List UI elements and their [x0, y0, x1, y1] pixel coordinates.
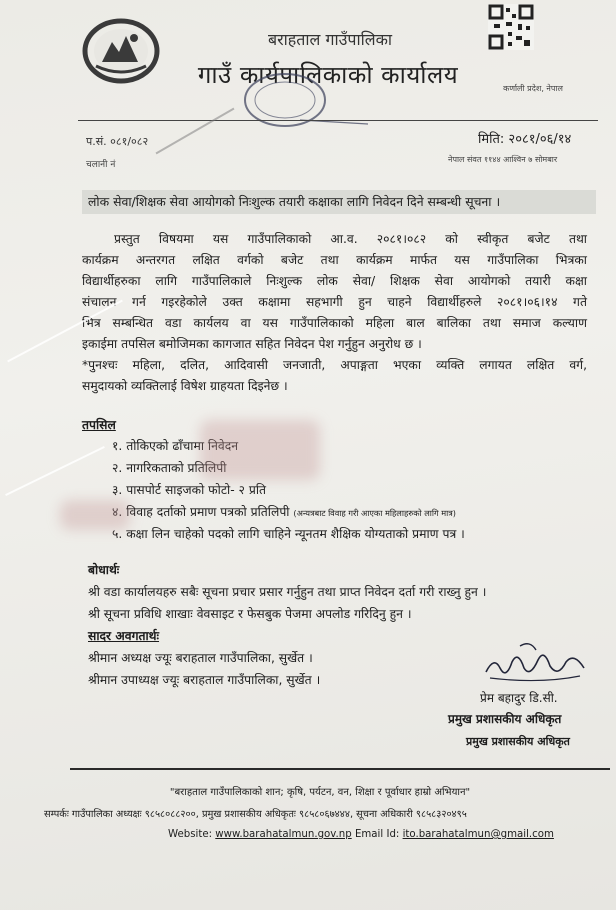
tapasil-item: १. तोकिएको ढाँचामा निवेदन [112, 439, 239, 453]
scratch-mark [5, 446, 105, 496]
email-link[interactable]: ito.barahatalmun@gmail.com [402, 829, 554, 840]
footer-web [168, 829, 554, 840]
bodhartha-line: श्री सूचना प्रविधि शाखाः वेवसाइट र फेसबुक पेजमा अपलोड गरिदिनु हुन । [88, 607, 412, 621]
tapasil-item-text: ४. विवाह दर्ताको प्रमाण पत्रको प्रतिलिपी [112, 505, 290, 519]
nepal-emblem-logo [82, 18, 160, 84]
office-title: गाउँ कार्यपालिकाको कार्यालय [197, 61, 459, 89]
header-divider [78, 120, 598, 121]
body-paragraph [82, 229, 587, 397]
ink-smudge [60, 500, 130, 530]
signatory-name: प्रेम बहादुर डि.सी. [480, 691, 558, 705]
office-stamp [240, 70, 370, 130]
body-line: प्रस्तुत विषयमा यस गाउँपालिकाको आ.व. २०८१।०८२ को स्वीकृत बजेट तथा [114, 232, 587, 246]
sadar-line: श्रीमान अध्यक्ष ज्यूः बराहताल गाउँपालिका, सुर्खेत । [88, 651, 313, 665]
body-line: भित्र सम्बन्धित वडा कार्यलय वा यस गाउँपालिकाको महिला बाल बालिका तथा समाज कल्याण [82, 316, 587, 330]
tapasil-item: ५. कक्षा लिन चाहेको पदको लागि चाहिने न्यूनतम शैक्षिक योग्यताको प्रमाण पत्र । [112, 527, 465, 541]
dispatch-number: चलानी नं [86, 160, 116, 170]
body-line: संचालन गर्न गइरहेकोले उक्त कक्षामा सहभागी हुन चाहने विद्यार्थीहरुले २०८१।०६।१४ गते [82, 295, 587, 309]
sadar-line: श्रीमान उपाध्यक्ष ज्यूः बराहताल गाउँपालिका, सुर्खेत । [88, 673, 321, 687]
bodhartha-line: श्री वडा कार्यालयहरु सबैः सूचना प्रचार प्रसार गर्नुहुन तथा प्राप्त निवेदन दर्ता गरी राख्नु हुन । [88, 585, 487, 599]
signatory-title: प्रमुख प्रशासकीय अधिकृत [448, 712, 562, 726]
sadar-heading: सादर अवगतार्थः [88, 629, 160, 643]
body-line: कार्यक्रम अन्तरगत लक्षित वर्गको बजेट तथा कार्यक्रम मार्फत यस गाउँपालिका भित्रका [82, 253, 587, 267]
footer-slogan: "बराहताल गाउँपालिकाको शान; कृषि, पर्यटन, वन, शिक्षा र पूर्वाधार हाम्रो अभियान" [169, 787, 471, 798]
body-line: इकाईमा तपसिल बमोजिमका कागजात सहित निवेदन पेश गर्नुहुन अनुरोध छ । [82, 337, 422, 351]
footer-divider [70, 768, 610, 770]
letter-date: मिति: २०८१/०६/१४ [478, 132, 572, 147]
website-label: Website: [168, 829, 213, 840]
subject-line: लोक सेवा/शिक्षक सेवा आयोगको निःशुल्क तयारी कक्षाका लागि निवेदन दिने सम्बन्धी सूचना । [82, 190, 596, 214]
municipality-name: बराहताल गाउँपालिका [267, 30, 393, 49]
note-line: समुदायको व्यक्तिलाई विषेश ग्राहयता दिइनेछ । [82, 379, 288, 393]
tapasil-item: ३. पासपोर्ट साइजको फोटो- २ प्रति [112, 483, 267, 497]
reference-number: प.सं. ०८१/०८२ [86, 135, 149, 148]
ink-smudge [200, 420, 320, 480]
body-line: विद्यार्थीहरुका लागि गाउँपालिकाले निःशुल्क लोक सेवा/ शिक्षक सेवा आयोगको तयारी कक्षा [82, 274, 587, 288]
bodhartha-heading: बोधार्थः [88, 563, 120, 577]
tapasil-heading: तपसिल [82, 418, 116, 432]
tapasil-item [112, 503, 456, 520]
email-label: Email Id: [354, 829, 400, 840]
nepal-sambat-date: नेपाल संवत ११४४ आश्विन ७ सोमबार [448, 155, 558, 164]
qr-code-icon [488, 4, 534, 50]
handwritten-signature [480, 638, 590, 688]
website-link[interactable]: www.barahatalmun.gov.np [215, 829, 352, 840]
tapasil-item: २. नागरिकताको प्रतिलिपी [112, 461, 227, 475]
province-label: कर्णाली प्रदेश, नेपाल [503, 84, 563, 93]
signatory-stamp-title: प्रमुख प्रशासकीय अधिकृत [466, 735, 570, 748]
scratch-mark [156, 108, 235, 155]
footer-contact: सम्पर्कः गाउँपालिका अध्यक्षः ९८५८०८८२००, प्रमुख प्रशासकीय अधिकृतः ९८५८०६७४४४, सूचना अधिकारी ९८५८३२०४९५ [44, 809, 467, 820]
note-line: *पुनश्चः महिला, दलित, आदिवासी जनजाती, अपाङ्गता भएका व्यक्ति लगायत लक्षित वर्ग, [82, 358, 587, 372]
tapasil-item-note: (अन्यत्रबाट विवाह गरी आएका महिलाहरुको लागि मात्र) [293, 508, 456, 518]
